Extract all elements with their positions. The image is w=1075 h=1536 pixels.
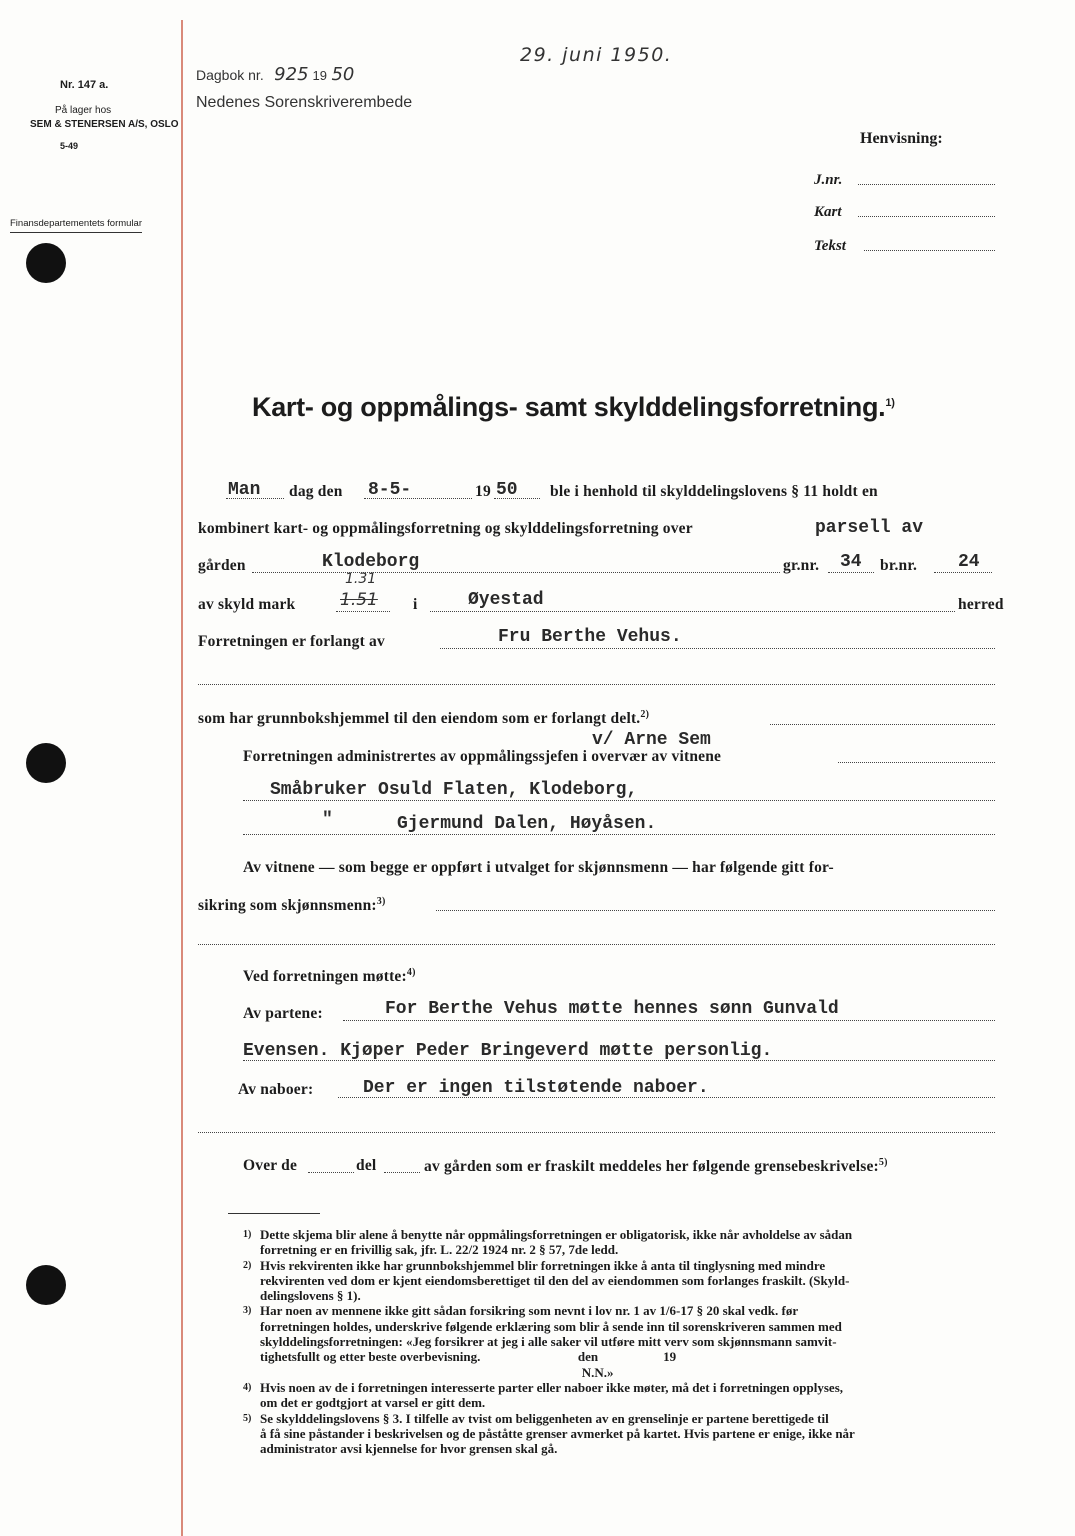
skyld-corrected: 1.31 <box>345 571 377 587</box>
journal-stamp <box>196 64 354 85</box>
weekday-typed: Man <box>228 480 261 500</box>
year-typed: 50 <box>496 480 518 500</box>
footnote-1-num: 1) <box>243 1229 252 1240</box>
brnr-label: br.nr. <box>880 557 918 574</box>
date-field <box>364 498 472 499</box>
footnote-5-num: 5) <box>243 1412 252 1424</box>
farm-label: gården <box>198 557 246 574</box>
vitnene-fn: 3) <box>376 896 386 907</box>
ministry-form-label: Finansdepartementets formular <box>10 218 142 233</box>
date-typed: 8-5- <box>368 480 412 500</box>
requested-field-2 <box>198 684 995 685</box>
print-code: 5-49 <box>60 141 79 151</box>
document-title <box>252 392 895 423</box>
vitnene-line-2 <box>198 896 386 915</box>
binder-hole-top <box>26 243 66 283</box>
mote-label-text: Ved forretningen møtte: <box>243 968 407 986</box>
footnote-4 <box>200 1380 1000 1411</box>
footnote-2 <box>200 1258 1000 1304</box>
stock-line-1: På lager hos <box>55 105 112 116</box>
naboer-field-2 <box>198 1132 995 1133</box>
year-prefix: 19 <box>475 483 491 500</box>
footnote-2-line-2: rekvirenten ved dom er kjent eiendomsberettiget til den del av eiendommen som forlanges fraskilt. (Skyld- <box>260 1272 850 1288</box>
brnr-typed: 24 <box>958 552 980 572</box>
grnr-field <box>828 572 874 573</box>
requested-field <box>440 648 995 649</box>
journal-year-prefix: 19 <box>312 68 327 83</box>
footnote-2-num: 2) <box>243 1259 252 1271</box>
footnote-3-num: 3) <box>243 1305 252 1317</box>
del-field <box>384 1172 420 1173</box>
footnote-5 <box>200 1411 1000 1457</box>
brnr-field <box>934 572 992 573</box>
skyld-struck: 1.51 <box>340 590 378 610</box>
journal-label: Dagbok nr. <box>196 67 264 83</box>
over-de-field <box>308 1172 354 1173</box>
binder-hole-middle <box>26 743 66 783</box>
stock-line-2: SEM & STENERSEN A/S, OSLO <box>30 119 179 130</box>
footnote-5-line-1: Se skylddelingslovens § 3. I tilfelle av tvist om beliggenheten av en grenselinje er partene berettigede til <box>260 1410 829 1426</box>
witness-2-ditto: " <box>322 810 333 830</box>
vitnene-field <box>436 910 995 911</box>
admin-field <box>838 762 995 763</box>
reference-kart-field <box>858 216 995 217</box>
mote-label <box>243 967 416 986</box>
form-number: Nr. 147 a. <box>60 79 109 91</box>
reference-tekst-field <box>864 250 995 251</box>
line1-rest: ble i henhold til skylddelingslovens § 11 holdt en <box>550 483 878 500</box>
vitnene-line-1: Av vitnene — som begge er oppført i utvalget for skjønnsmenn — har følgende gitt for- <box>243 859 834 876</box>
admin-typed: v/ Arne Sem <box>592 730 711 750</box>
farm-field <box>252 572 780 573</box>
partene-field-2 <box>243 1060 995 1061</box>
grense-text <box>424 1157 888 1176</box>
grnr-typed: 34 <box>840 552 862 572</box>
naboer-label: Av naboer: <box>238 1081 314 1098</box>
skyld-label: av skyld mark <box>198 596 296 613</box>
vitnene-line-2-label: sikring som skjønnsmenn: <box>198 897 377 915</box>
footnote-3-line-1: Har noen av mennene ikke gitt sådan forsikring som nevnt i lov nr. 1 av 1/6-17 § 20 skal vedk. før <box>260 1303 799 1319</box>
footnote-1-line-1: Dette skjema blir alene å benytte når oppmålingsforretningen er obligatorisk, ikke når avholdelse av sådan <box>260 1227 853 1242</box>
footnote-2-line-3: delingslovens § 1). <box>260 1288 361 1304</box>
footnote-3 <box>200 1303 1000 1379</box>
footnote-5-line-3: administrator avsi kjennelse for hvor grensen skal gå. <box>260 1441 558 1457</box>
grunnbok-fn: 2) <box>640 709 650 720</box>
mote-fn: 4) <box>406 967 416 978</box>
reference-jnr-field <box>858 184 995 185</box>
dag-label: dag den <box>289 483 343 500</box>
grunnbok-text-label: som har grunnbokshjemmel til den eiendom som er forlangt delt. <box>198 710 641 728</box>
i-label: i <box>413 596 418 613</box>
partene-typed: For Berthe Vehus møtte hennes sønn Gunvald <box>385 999 839 1019</box>
footnote-3-line-2: forretningen holdes, underskrive følgende erklæring som blir å sende inn til sorenskriveren sammen med <box>260 1318 842 1334</box>
margin-line <box>181 20 183 1536</box>
office-stamp: Nedenes Sorenskriverembede <box>196 94 413 111</box>
weekday-field <box>226 498 284 499</box>
footnote-3-line-3: skylddelingsforretningen: «Jeg forsikrer at jeg i alle saker vil utføre mitt verv som skjønnsmann samvit- <box>260 1334 837 1350</box>
over-typed: parsell av <box>815 518 924 538</box>
naboer-field <box>338 1097 995 1098</box>
del-label: del <box>356 1157 377 1174</box>
line2-text: kombinert kart- og oppmålingsforretning og skylddelingsforretning over <box>198 520 693 537</box>
footnote-4-line-1: Hvis noen av de i forretningen interesserte parter eller naboer ikke møter, må det i forretningen opplyses, <box>260 1379 844 1395</box>
footnote-4-num: 4) <box>243 1381 252 1393</box>
skyld-field <box>336 611 390 612</box>
requested-typed: Fru Berthe Vehus. <box>498 627 682 647</box>
footnote-1 <box>200 1227 1000 1258</box>
witness-2: Gjermund Dalen, Høyåsen. <box>397 814 657 834</box>
grunnbok-field <box>770 724 995 725</box>
handwritten-date: 29. juni 1950. <box>520 44 673 66</box>
journal-year: 50 <box>331 64 355 85</box>
binder-hole-bottom <box>26 1265 66 1305</box>
footnote-3-line-5: N.N.» <box>260 1364 614 1380</box>
footnotes <box>200 1227 1000 1456</box>
herred-typed: Øyestad <box>468 590 544 610</box>
herred-label: herred <box>958 596 1004 613</box>
grense-fn: 5) <box>878 1157 888 1168</box>
partene-label: Av partene: <box>243 1005 323 1022</box>
naboer-typed: Der er ingen tilstøtende naboer. <box>363 1078 709 1098</box>
grunnbok-text <box>198 709 649 728</box>
grnr-label: gr.nr. <box>783 557 820 574</box>
grense-text-label: av gården som er fraskilt meddeles her følgende grensebeskrivelse: <box>424 1158 879 1176</box>
requested-label: Forretningen er forlangt av <box>198 633 385 650</box>
reference-tekst-label: Tekst <box>814 238 846 254</box>
partene-typed-2: Evensen. Kjøper Peder Bringeverd møtte personlig. <box>243 1041 773 1061</box>
herred-field <box>430 611 955 612</box>
footnote-separator <box>228 1213 320 1214</box>
over-de-label: Over de <box>243 1157 298 1174</box>
footnote-5-line-2: å få sine påstander i beskrivelsen og de påståtte grenser avmerket på kartet. Hvis partene er enige, ikke når <box>260 1425 855 1441</box>
farm-typed: Klodeborg <box>322 552 420 572</box>
vitnene-field-2 <box>198 944 995 945</box>
witness-1-field <box>243 800 995 801</box>
reference-kart-label: Kart <box>814 204 842 220</box>
reference-jnr-label: J.nr. <box>814 172 843 188</box>
footnote-3-line-4: tighetsfullt og etter beste overbevisning. den 19 <box>260 1349 677 1365</box>
document-title-text: Kart- og oppmålings- samt skylddelingsforretning. <box>252 392 886 422</box>
admin-text: Forretningen administrertes av oppmålingssjefen i overvær av vitnene <box>243 748 722 765</box>
footnote-1-line-2: forretning er en frivillig sak, jfr. L. 22/2 1924 nr. 2 § 57, 7de ledd. <box>260 1242 619 1258</box>
partene-field <box>343 1020 995 1021</box>
witness-1: Småbruker Osuld Flaten, Klodeborg, <box>270 780 638 800</box>
year-field <box>494 498 540 499</box>
footnote-4-line-2: om det er godtgjort at varsel er gitt dem. <box>260 1395 486 1411</box>
witness-2-field <box>243 834 995 835</box>
title-footnote-mark: 1) <box>885 397 895 409</box>
journal-number: 925 <box>274 64 309 85</box>
reference-heading: Henvisning: <box>860 130 943 147</box>
footnote-2-line-1: Hvis rekvirenten ikke har grunnbokshjemmel blir forretningen ikke å anta til tinglysning med mindre <box>260 1257 826 1273</box>
